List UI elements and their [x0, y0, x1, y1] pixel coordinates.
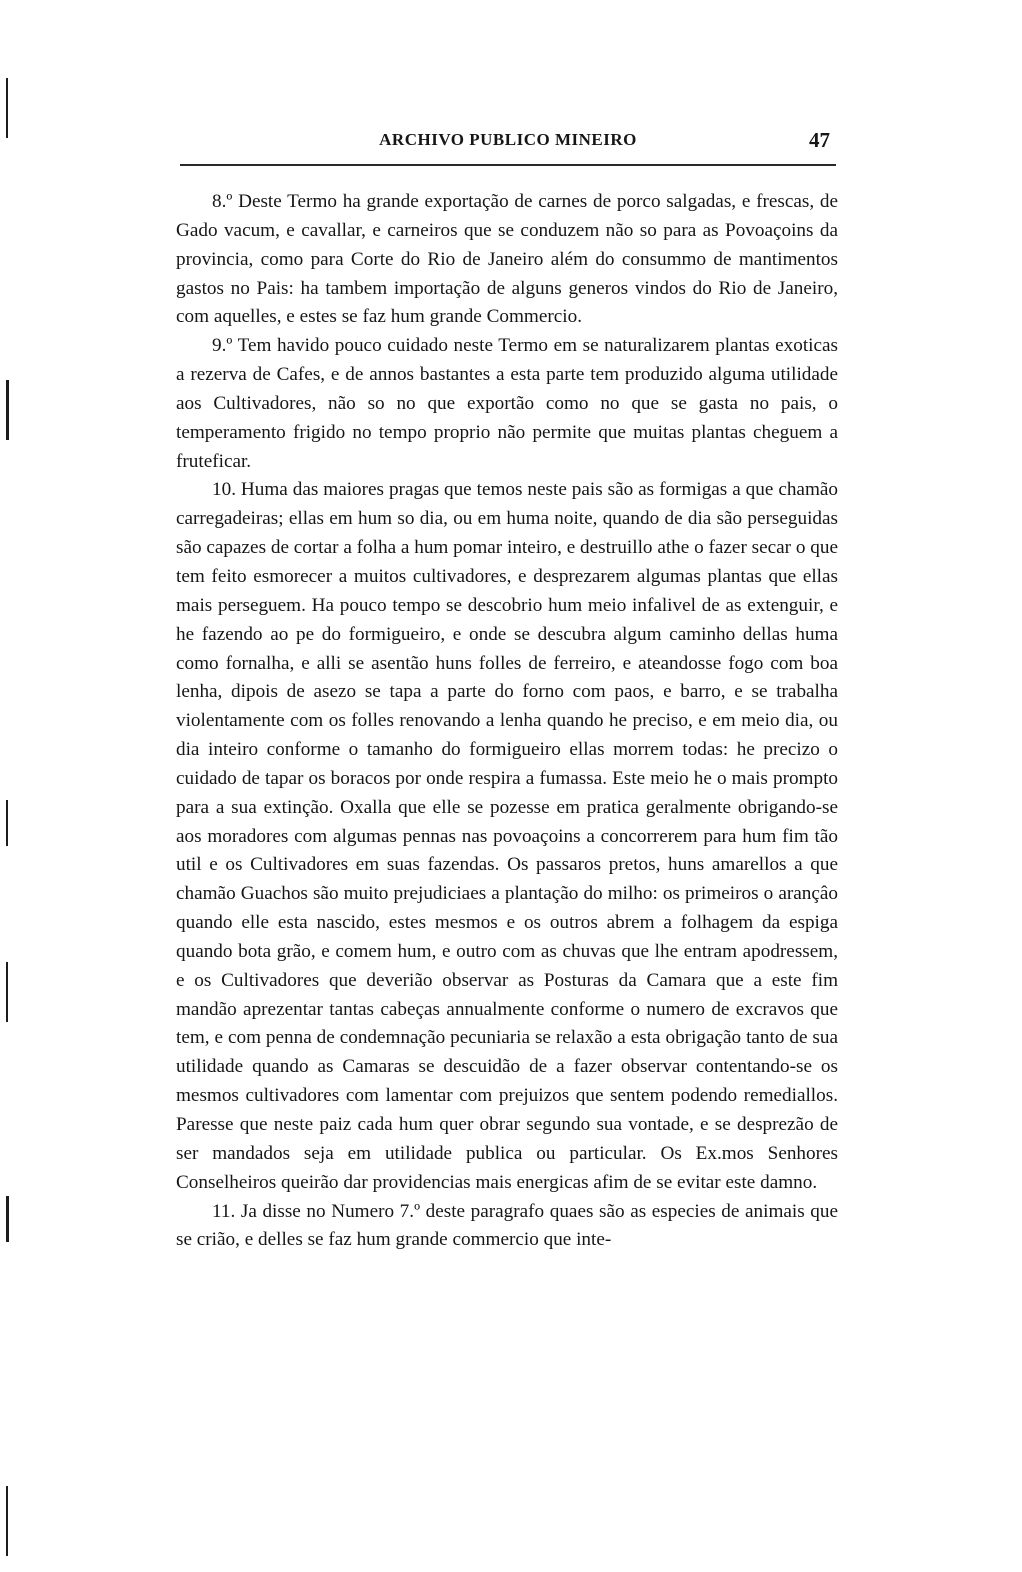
scan-edge-mark: [6, 78, 8, 138]
scan-edge-mark: [6, 380, 9, 440]
paragraph-10: 10. Huma das maiores pragas que temos neste pais são as formigas a que chamão carregadeiras; ellas em hum so dia, ou em huma noite, quando de dia são perseguidas são capazes de cortar a folha a hum pomar inteiro, e destruillo athe o fazer secar o que tem feito esmorecer a muitos cultivadores, e desprezarem algumas plantas que ellas mais perseguem. Ha pouco tempo se descobrio hum meio infalivel de as extenguir, e he fazendo ao pe do formigueiro, e onde se descubra algum caminho dellas huma como fornalha, e alli se asentão huns folles de ferreiro, e ateandosse fogo com boa lenha, dipois de asezo se tapa a parte do forno com paos, e barro, e se trabalha violentamente com os folles renovando a lenha quando he preciso, e em meio dia, ou dia inteiro conforme o tamanho do formigueiro ellas morrem todas: he precizo o cuidado de tapar os boracos por onde respira a fumassa. Este meio he o mais prompto para a sua extinção. Oxalla que elle se pozesse em pratica geralmente obrigando-se aos moradores com algumas pennas nas povoaçoins a concorrerem para hum fim tão util e os Cultivadores em suas fazendas. Os passaros pretos, huns amarellos a que chamão Guachos são muito prejudiciaes a plantação do milho: os primeiros o arançâo quando elle esta nascido, estes mesmos e os outros abrem a folhagem da espiga quando bota grão, e comem hum, e outro com as chuvas que lhe entram apodressem, e os Cultivadores que deverião observar as Posturas da Camara que a este fim mandão aprezentar tantas cabeças annualmente conforme o numero de excravos que tem, e com penna de condemnação pecuniaria se relaxão a esta obrigação tanto de sua utilidade quando as Camaras se descuidão de a fazer observar contentando-se os mesmos cultivadores com lamentar com prejuizos que sentem podendo remediallos. Paresse que neste paiz cada hum quer obrar segundo sua vontade, e se desprezão de ser mandados seja em utilidade publica ou particular. Os Ex.mos Senhores Conselheiros queirão dar providencias mais energicas afim de se evitar este damno.: [176, 479, 838, 1193]
page-number: 47: [809, 128, 830, 152]
paragraph-8: 8.º Deste Termo ha grande exportação de carnes de porco salgadas, e frescas, de Gado vacum, e cavallar, e carneiros que se conduzem não so para as Povoaçoins da provincia, como para Corte do Rio de Janeiro além do consummo de mantimentos gastos no Pais: ha tambem importação de alguns generos vindos do Rio de Janeiro, com aquelles, e estes se faz hum grande Commercio.: [176, 191, 838, 328]
scan-edge-mark: [6, 962, 8, 1022]
scan-edge-mark: [6, 1486, 8, 1556]
running-title: ARCHIVO PUBLICO MINEIRO: [379, 130, 637, 149]
header-rule: [180, 164, 836, 166]
scan-edge-mark: [6, 1196, 9, 1242]
body-text: [176, 188, 838, 1255]
scan-edge-mark: [6, 800, 8, 846]
paragraph-9: 9.º Tem havido pouco cuidado neste Termo em se naturalizarem plantas exoticas a rezerva de Cafes, e de annos bastantes a esta parte tem produzido alguma utilidade aos Cultivadores, não so no que exportão como no que se gasta no pais, o temperamento frigido no tempo proprio não permite que muitas plantas cheguem a fruteficar.: [176, 335, 838, 472]
page-header: [172, 128, 844, 158]
paragraph-11: 11. Ja disse no Numero 7.º deste paragrafo quaes são as especies de animais que se crião, e delles se faz hum grande commercio que inte-: [176, 1200, 838, 1251]
